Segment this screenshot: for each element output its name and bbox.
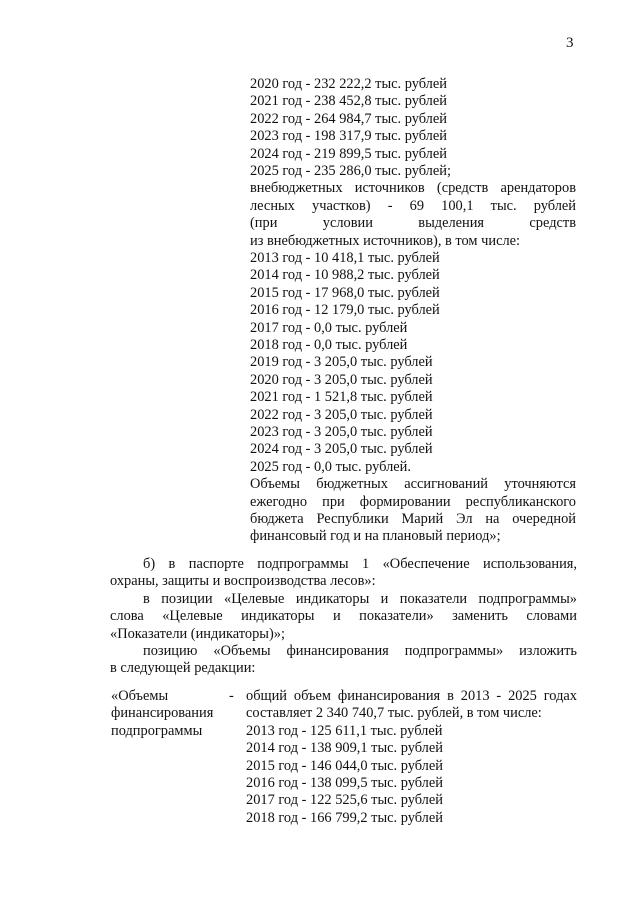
label-line: «Объемы [111,688,169,704]
funding-year-line: 2021 год - 1 521,8 тыс. рублей [250,389,433,406]
paragraph-line: финансовый год и на плановый период»; [250,528,501,545]
funding-year-line: 2020 год - 232 222,2 тыс. рублей [250,76,447,92]
paragraph-line: бюджета Республики Марий Эл на очередной [250,511,576,527]
paragraph-line: лесных участков) - 69 100,1 тыс. рублей [250,197,576,214]
paragraph-line: из внебюджетных источников), в том числе: [250,232,521,249]
paragraph-line: позицию «Объемы финансирования подпрограммы» изложить [143,643,577,659]
funding-year-line: 2016 год - 12 179,0 тыс. рублей [250,302,440,319]
funding-year-line: 2024 год - 219 899,5 тыс. рублей [250,145,447,162]
label-line: подпрограммы [111,722,203,739]
funding-year-line: 2024 год - 3 205,0 тыс. рублей [250,441,433,458]
paragraph-line: в позиции «Целевые индикаторы и показатели подпрограммы» [143,590,577,607]
paragraph-line: «Показатели (индикаторы)»; [110,625,285,642]
funding-year-line: 2023 год - 3 205,0 тыс. рублей [250,424,433,440]
funding-year-line: 2018 год - 0,0 тыс. рублей [250,337,408,353]
paragraph-line: в следующей редакции: [110,660,256,677]
paragraph-line: слова «Целевые индикаторы и показатели» заменить словами [110,608,577,625]
funding-year-line: 2020 год - 3 205,0 тыс. рублей [250,371,433,388]
funding-year-line: 2017 год - 0,0 тыс. рублей [250,319,408,336]
funding-year-line: 2015 год - 146 044,0 тыс. рублей [246,757,443,774]
paragraph-line: Объемы бюджетных ассигнований уточняются [250,476,576,493]
funding-year-line: 2022 год - 264 984,7 тыс. рублей [250,110,447,127]
funding-year-line: 2015 год - 17 968,0 тыс. рублей [250,284,440,301]
paragraph-line: (при условии выделения средств [250,215,576,232]
paragraph-line: составляет 2 340 740,7 тыс. рублей, в том числе: [246,705,542,722]
funding-year-line: 2013 год - 10 418,1 тыс. рублей [250,250,440,266]
paragraph-line: охраны, защиты и воспроизводства лесов»: [110,573,376,590]
funding-year-line: 2025 год - 235 286,0 тыс. рублей; [250,163,451,179]
funding-year-line: 2025 год - 0,0 тыс. рублей. [250,458,411,475]
funding-year-line: 2019 год - 3 205,0 тыс. рублей [250,354,433,371]
funding-year-line: 2021 год - 238 452,8 тыс. рублей [250,93,447,110]
paragraph-line: внебюджетных источников (средств арендаторов [250,180,576,197]
page-number: 3 [566,35,574,51]
funding-year-line: 2016 год - 138 099,5 тыс. рублей [246,775,443,791]
paragraph-line: б) в паспорте подпрограммы 1 «Обеспечение использования, [143,556,577,572]
paragraph-line: общий объем финансирования в 2013 - 2025 годах [246,688,577,704]
paragraph-line: ежегодно при формировании республиканского [250,493,576,510]
funding-year-line: 2023 год - 198 317,9 тыс. рублей [250,128,447,145]
funding-year-line: 2017 год - 122 525,6 тыс. рублей [246,792,443,809]
label-line: финансирования [111,705,214,722]
funding-year-line: 2014 год - 10 988,2 тыс. рублей [250,267,440,284]
funding-year-line: 2018 год - 166 799,2 тыс. рублей [246,809,443,826]
funding-year-line: 2022 год - 3 205,0 тыс. рублей [250,406,433,423]
label-dash: - [229,688,234,704]
funding-year-line: 2014 год - 138 909,1 тыс. рублей [246,740,443,757]
funding-year-line: 2013 год - 125 611,1 тыс. рублей [246,722,443,739]
